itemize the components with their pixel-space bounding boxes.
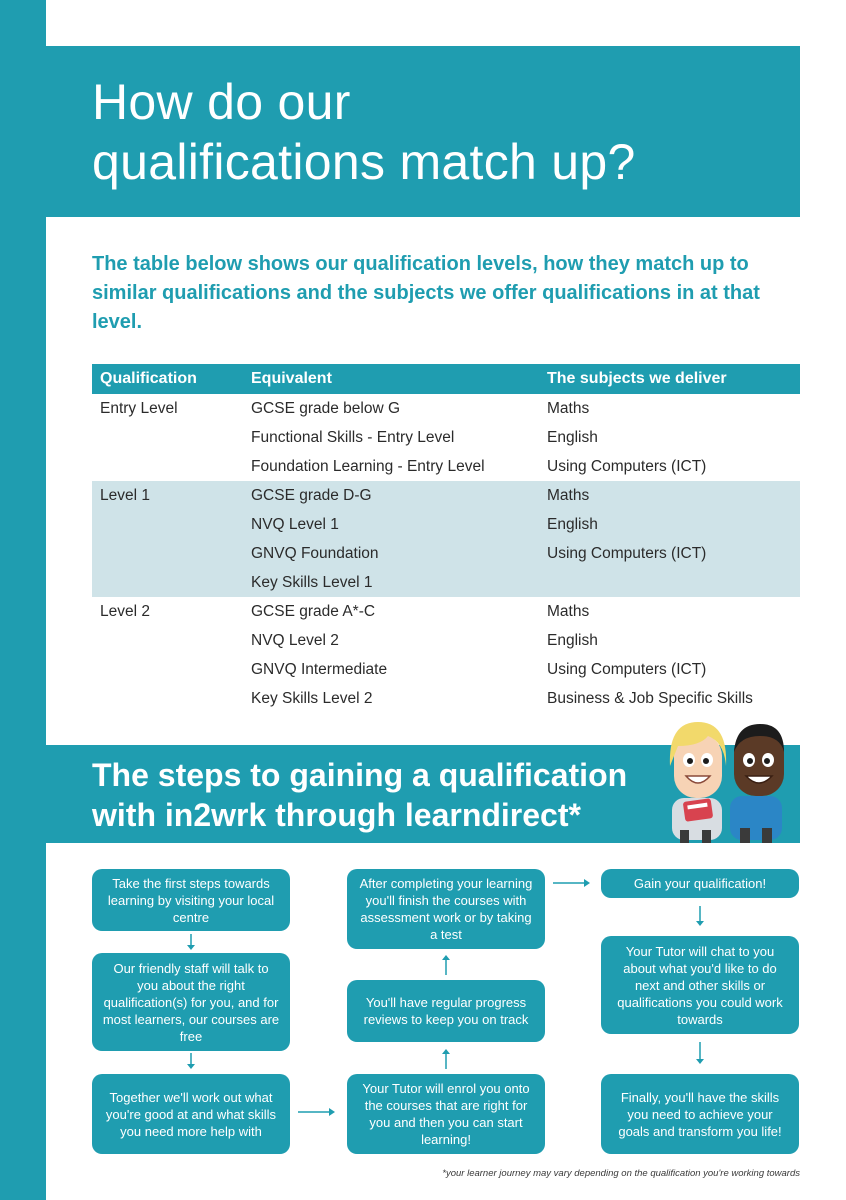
table-cell-subject: Maths — [547, 399, 590, 417]
table-cell-qualification: Entry Level — [100, 399, 178, 417]
step-talk-to-staff: Our friendly staff will talk to you about the right qualification(s) for you, and for most learners, our courses are free — [92, 953, 290, 1051]
table-cell-qualification — [92, 626, 243, 655]
table-row — [92, 597, 800, 626]
page-title — [92, 72, 792, 192]
table-cell-subject: English — [547, 631, 598, 649]
table-cell-qualification — [92, 684, 243, 713]
step-visit-centre: Take the first steps towards learning by visiting your local centre — [92, 869, 290, 931]
table-cell-subject: Using Computers (ICT) — [547, 457, 707, 475]
table-cell-qualification — [92, 452, 243, 481]
left-accent-bar — [0, 0, 46, 1200]
steps-title — [92, 755, 692, 835]
table-cell-subject: Using Computers (ICT) — [539, 539, 800, 568]
table-cell-subject: English — [539, 510, 800, 539]
table-row — [92, 539, 800, 568]
table-cell-equivalent: Foundation Learning - Entry Level — [251, 457, 485, 475]
table-cell-equivalent: Functional Skills - Entry Level — [251, 428, 455, 446]
table-cell-qualification — [92, 510, 243, 539]
table-header-row — [92, 364, 800, 394]
steps-title-suffix: through learndirect* — [266, 797, 581, 833]
table-row — [92, 626, 800, 655]
step-complete-learning: After completing your learning you'll finish the courses with assessment work or by taking a test — [347, 869, 545, 949]
qualification-table — [92, 364, 800, 713]
arrow-right-icon — [553, 876, 593, 890]
arrow-down-icon — [184, 934, 198, 952]
table-cell-equivalent: Key Skills Level 2 — [251, 689, 373, 707]
table-row — [92, 394, 800, 423]
table-cell-subject: Maths — [547, 602, 590, 620]
table-row — [92, 423, 800, 452]
table-cell-equivalent: GCSE grade A*-C — [251, 602, 376, 620]
step-gain-qualification: Gain your qualification! — [601, 869, 799, 898]
steps-title-prefix: with — [92, 797, 165, 833]
table-cell-equivalent: NVQ Level 2 — [251, 631, 339, 649]
table-cell-subject — [539, 568, 800, 597]
table-row — [92, 481, 800, 510]
column-header-subjects: The subjects we deliver — [539, 364, 800, 394]
learners-illustration — [664, 716, 788, 846]
learner-character-blonde — [670, 722, 726, 846]
table-cell-equivalent: NVQ Level 1 — [243, 510, 539, 539]
page-title-line1: How do our — [92, 74, 351, 130]
column-header-qualification: Qualification — [92, 364, 243, 394]
arrow-down-icon — [184, 1053, 198, 1071]
arrow-down-icon — [693, 906, 707, 928]
table-row — [92, 452, 800, 481]
table-cell-equivalent: GCSE grade D-G — [243, 481, 539, 510]
table-row — [92, 655, 800, 684]
table-cell-qualification — [92, 539, 243, 568]
table-row — [92, 510, 800, 539]
step-achieve-goals: Finally, you'll have the skills you need to achieve your goals and transform you life! — [601, 1074, 799, 1154]
step-progress-reviews: You'll have regular progress reviews to keep you on track — [347, 980, 545, 1042]
header-banner — [46, 46, 800, 217]
step-tutor-chat: Your Tutor will chat to you about what you'd like to do next and other skills or qualifications you could work towards — [601, 936, 799, 1034]
column-header-equivalent: Equivalent — [243, 364, 539, 394]
page-title-line2: qualifications match up? — [92, 134, 636, 190]
steps-title-line1: The steps to gaining a qualification — [92, 757, 628, 793]
table-row — [92, 568, 800, 597]
table-cell-subject: Business & Job Specific Skills — [547, 689, 753, 707]
table-cell-equivalent: GNVQ Foundation — [243, 539, 539, 568]
table-cell-equivalent: Key Skills Level 1 — [243, 568, 539, 597]
table-cell-qualification: Level 2 — [100, 602, 150, 620]
brand-name: in2wrk — [164, 797, 267, 833]
step-assess-skills: Together we'll work out what you're good at and what skills you need more help with — [92, 1074, 290, 1154]
table-cell-equivalent: GCSE grade below G — [251, 399, 401, 417]
step-tutor-enrol: Your Tutor will enrol you onto the courses that are right for you and then you can start learning! — [347, 1074, 545, 1154]
footnote: *your learner journey may vary depending on the qualification you're working towards — [442, 1168, 800, 1179]
arrow-right-icon — [298, 1105, 338, 1119]
table-row — [92, 684, 800, 713]
table-cell-qualification — [92, 655, 243, 684]
table-cell-subject: Maths — [539, 481, 800, 510]
arrow-up-icon — [439, 953, 453, 975]
learner-character-dark — [730, 724, 784, 846]
table-cell-subject: English — [547, 428, 598, 446]
table-cell-qualification — [92, 568, 243, 597]
table-cell-equivalent: GNVQ Intermediate — [251, 660, 388, 678]
intro-text: The table below shows our qualification levels, how they match up to similar qualifications and the subjects we offer qualifications in at that level. — [92, 253, 760, 333]
arrow-up-icon — [439, 1047, 453, 1069]
table-cell-qualification: Level 1 — [92, 481, 243, 510]
table-cell-subject: Using Computers (ICT) — [547, 660, 707, 678]
arrow-down-icon — [693, 1042, 707, 1066]
table-cell-qualification — [92, 423, 243, 452]
